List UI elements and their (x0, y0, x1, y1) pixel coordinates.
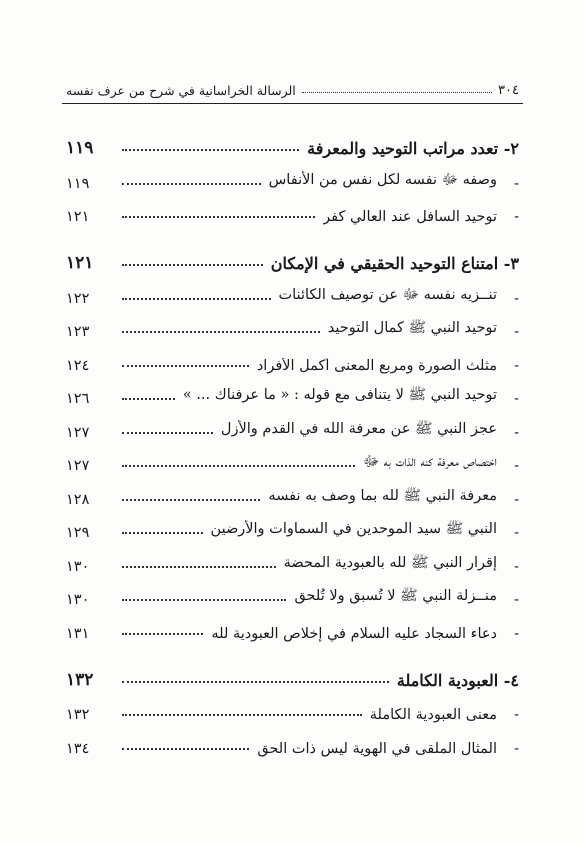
toc-entry[interactable] (66, 273, 519, 307)
toc-entry[interactable] (66, 407, 519, 441)
entry-page: ١٢٧ (66, 424, 90, 441)
entry-page: ١١٩ (66, 175, 90, 192)
dot-leader (122, 465, 355, 467)
dot-leader (122, 566, 276, 568)
dot-leader (122, 714, 362, 716)
entry-page: ١٢٧ (66, 458, 90, 474)
section-page: ١٢١ (66, 253, 94, 273)
toc-entry[interactable] (66, 575, 519, 609)
entry-bullet: - (514, 592, 519, 608)
entry-title: توحيد النبي ﷺ لا يتنافى مع قوله : « ما عرفناك ... » (182, 387, 497, 403)
entry-bullet: - (514, 740, 519, 757)
section-gap (66, 642, 519, 656)
entry-bullet: - (514, 175, 519, 192)
toc-entry[interactable] (66, 340, 519, 374)
running-header (66, 76, 519, 98)
dot-leader (122, 432, 213, 434)
entry-bullet: - (514, 324, 519, 340)
entry-page: ١٣٢ (66, 707, 90, 723)
toc-section-heading[interactable] (66, 656, 519, 690)
entry-page: ١٢٣ (66, 324, 90, 340)
dot-leader (122, 149, 299, 151)
entry-page: ١٣٤ (66, 740, 90, 757)
entry-page: ١٢٦ (66, 391, 90, 407)
entry-bullet: - (514, 357, 519, 374)
entry-page: ١٢٩ (66, 525, 90, 541)
entry-bullet: - (514, 458, 519, 474)
section-title: ٣- امتناع التوحيد الحقيقي في الإمكان (270, 254, 519, 273)
running-title: الرسالة الخراسانية في شرح من عرف نفسه (66, 83, 296, 98)
entry-title: عجز النبي ﷺ عن معرفة الله في القدم والأزل (220, 420, 497, 437)
toc-entry[interactable] (66, 474, 519, 508)
dot-leader (122, 183, 261, 185)
section-title: ٢- تعدد مراتب التوحيد والمعرفة (307, 139, 519, 158)
dot-leader (122, 365, 249, 367)
entry-bullet: - (514, 491, 519, 508)
entry-title: النبي ﷺ سيد الموحدين في السماوات والأرضين (210, 521, 497, 537)
entry-page: ١٢١ (66, 209, 90, 225)
entry-title: توحيد النبي ﷺ كمال التوحيد (327, 320, 497, 336)
toc-entry[interactable] (66, 723, 519, 757)
dot-leader (122, 264, 263, 266)
entry-title: المثال الملقى في الهوية ليس ذات الحق (257, 740, 497, 757)
entry-bullet: - (514, 558, 519, 575)
table-of-contents (66, 124, 519, 757)
entry-page: ١٣٠ (66, 558, 90, 575)
entry-title: معنى العبودية الكاملة (369, 707, 497, 723)
entry-title: توحيد السافل عند العالي كفر (323, 209, 497, 225)
page-number: ٣٠٤ (498, 83, 519, 98)
entry-title: منــزلة النبي ﷺ لا تُسبق ولا تُلحق (294, 588, 497, 604)
dot-leader (122, 298, 271, 300)
toc-entry[interactable] (66, 158, 519, 192)
dot-leader (122, 216, 315, 218)
entry-title: دعاء السجاد عليه السلام في إخلاص العبودية لله (211, 625, 497, 642)
entry-page: ١٣٠ (66, 592, 90, 608)
toc-entry[interactable] (66, 608, 519, 642)
dot-leader (122, 599, 286, 601)
dot-leader (122, 331, 320, 333)
entry-page: ١٢٤ (66, 357, 90, 374)
header-leader (302, 92, 492, 93)
toc-entry[interactable] (66, 508, 519, 542)
entry-bullet: - (514, 424, 519, 441)
toc-entry[interactable] (66, 374, 519, 408)
entry-title: مثلث الصورة ومربع المعنى أكمل الأفراد (256, 357, 497, 374)
entry-title: اختصاص معرفة كنه الذات به ﷻ (362, 454, 497, 470)
section-gap (66, 225, 519, 239)
entry-page: ١٣١ (66, 625, 90, 642)
entry-bullet: - (514, 290, 519, 307)
section-page: ١١٩ (66, 138, 94, 158)
dot-leader (122, 681, 389, 683)
entry-bullet: - (514, 525, 519, 541)
dot-leader (122, 633, 203, 635)
section-title: ٤- العبودية الكاملة (396, 670, 519, 690)
entry-bullet: - (514, 625, 519, 642)
entry-title: إقرار النبي ﷺ لله بالعبودية المحضة (283, 554, 497, 571)
entry-title: معرفة النبي ﷺ لله بما وصف به نفسه (268, 487, 497, 504)
header-rule (62, 103, 523, 104)
toc-section-heading[interactable] (66, 124, 519, 158)
toc-entry[interactable] (66, 192, 519, 226)
dot-leader (122, 398, 175, 400)
entry-page: ١٢٨ (66, 491, 90, 508)
toc-entry[interactable] (66, 690, 519, 724)
toc-entry[interactable] (66, 441, 519, 475)
toc-section-heading[interactable] (66, 239, 519, 273)
dot-leader (122, 499, 260, 501)
section-page: ١٣٢ (66, 669, 94, 690)
entry-bullet: - (514, 209, 519, 225)
toc-entry[interactable] (66, 541, 519, 575)
toc-entry[interactable] (66, 307, 519, 341)
dot-leader (122, 748, 249, 750)
entry-page: ١٢٢ (66, 290, 90, 307)
dot-leader (122, 532, 203, 534)
entry-title: تنــزيه نفسه ﷻ عن توصيف الكائنات (278, 286, 497, 303)
entry-bullet: - (514, 707, 519, 723)
entry-bullet: - (514, 391, 519, 407)
entry-title: وصفه ﷻ نفسه لكل نفس من الأنفاس (268, 171, 497, 188)
